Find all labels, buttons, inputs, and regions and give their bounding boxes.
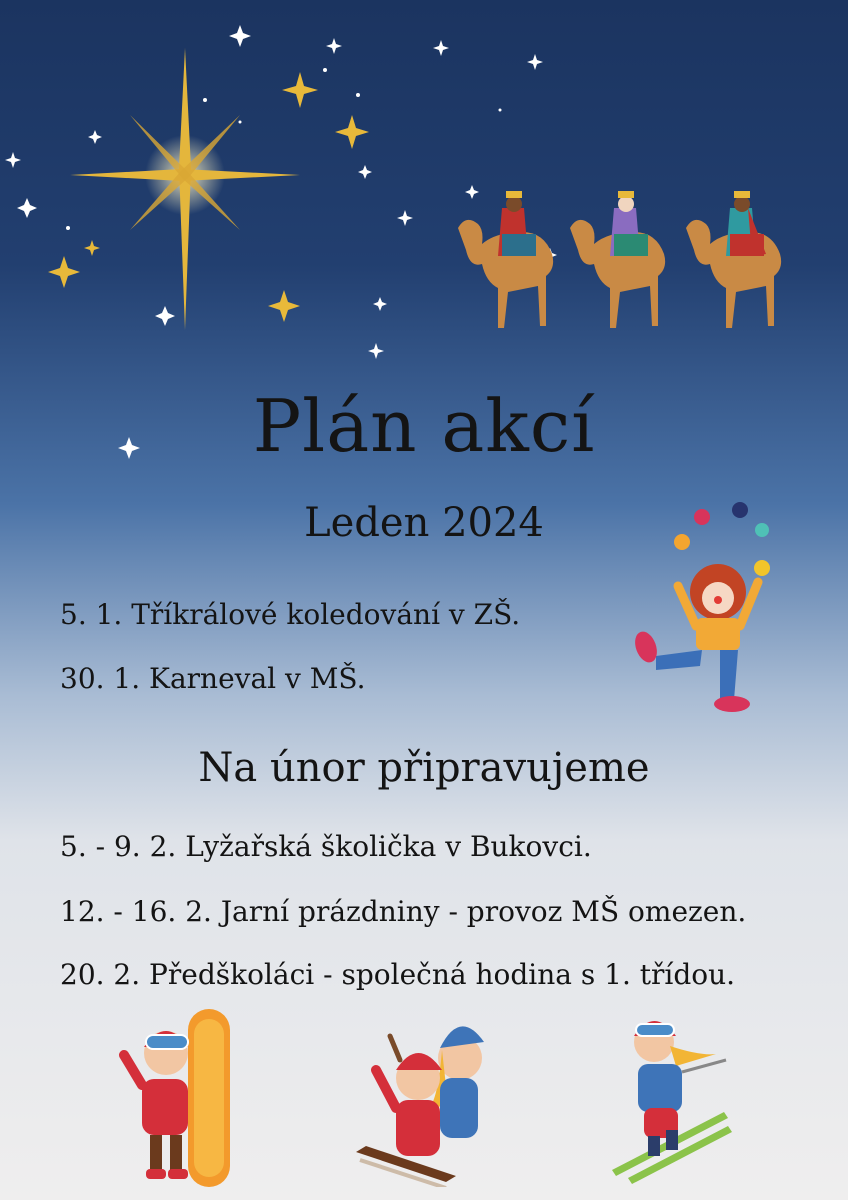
event-item: 5. 1. Tříkrálové koledování v ZŠ. — [60, 598, 521, 631]
star-icon — [433, 40, 449, 56]
star-icon — [527, 54, 543, 70]
star-icon — [397, 210, 413, 226]
star-icon — [88, 130, 102, 144]
february-heading: Na únor připravujeme — [198, 745, 650, 791]
event-item: 30. 1. Karneval v MŠ. — [60, 662, 366, 695]
star-icon — [368, 343, 384, 359]
sledding-kids-illustration — [350, 1012, 515, 1187]
star-icon — [358, 165, 372, 179]
star-icon — [48, 256, 80, 288]
skier-illustration — [608, 1012, 733, 1187]
planned-event-item: 5. - 9. 2. Lyžařská školička v Bukovci. — [60, 830, 592, 863]
camel-king-teal-icon — [686, 191, 781, 328]
star-icon — [5, 152, 21, 168]
three-kings-illustration — [450, 188, 810, 333]
star-icon — [229, 25, 251, 47]
star-icon — [155, 306, 175, 326]
planned-event-item: 12. - 16. 2. Jarní prázdniny - provoz MŠ omezen. — [60, 895, 747, 928]
camel-king-purple-icon — [570, 191, 665, 328]
page-title: Plán akcí — [252, 384, 596, 468]
star-icon — [84, 240, 100, 256]
star-icon — [373, 297, 387, 311]
star-icon — [282, 72, 318, 108]
camel-king-red-icon — [458, 191, 553, 328]
star-icon — [17, 198, 37, 218]
star-icon — [268, 290, 300, 322]
planned-event-item: 20. 2. Předškoláci - společná hodina s 1. třídou. — [60, 958, 736, 991]
snowboarder-illustration — [108, 1005, 243, 1190]
star-icon — [326, 38, 342, 54]
star-icon — [335, 115, 369, 149]
month-subtitle: Leden 2024 — [304, 500, 544, 546]
